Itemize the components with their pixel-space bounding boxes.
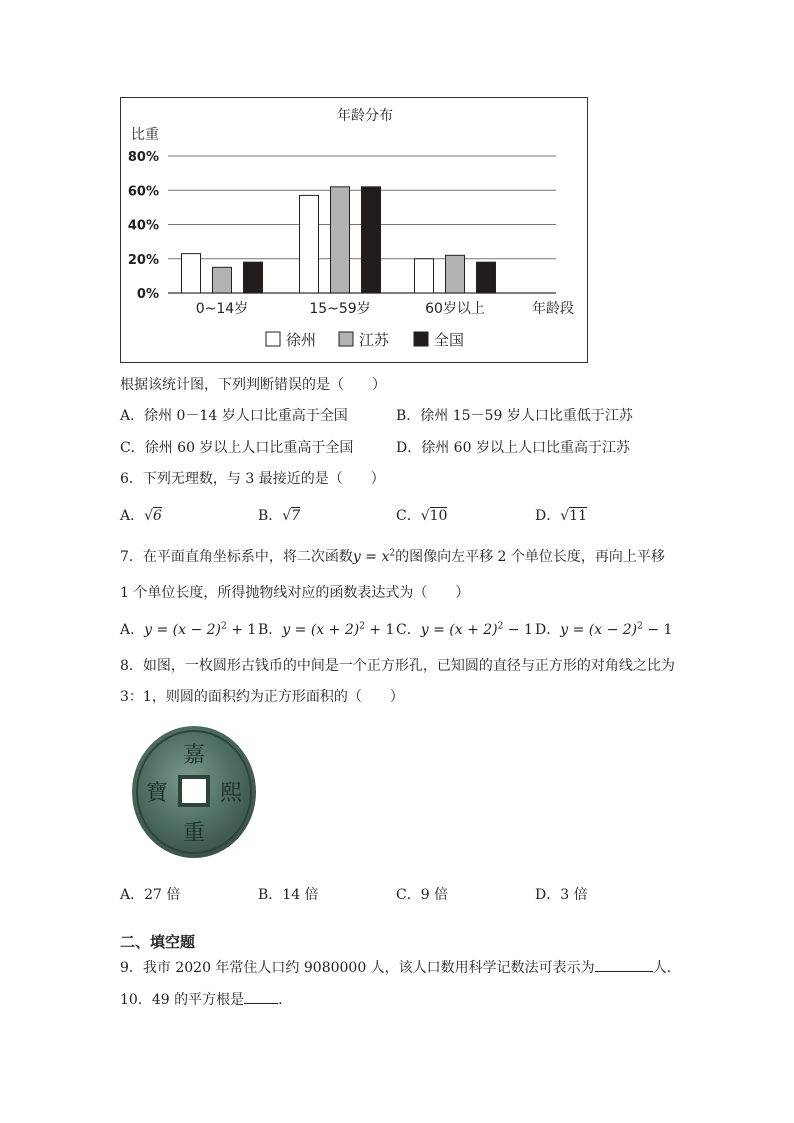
q7-line-2: 1 个单位长度，所得抛物线对应的函数表达式为（ ） xyxy=(120,585,470,601)
x-tick-label: 15~59岁 xyxy=(309,301,371,317)
q7-c-tail: − 1 xyxy=(503,622,533,638)
q6-option-a xyxy=(120,505,162,525)
q6-option-c xyxy=(396,505,447,525)
q7-option-b xyxy=(258,619,394,639)
bar xyxy=(331,187,350,293)
q7-option-c xyxy=(396,619,533,639)
q7-b-tail: + 1 xyxy=(364,622,395,638)
coin-char-right: 熙 xyxy=(219,781,243,806)
legend-swatch xyxy=(266,332,280,346)
chart-title: 年龄分布 xyxy=(337,108,393,124)
q6-b-radicand: 7 xyxy=(291,508,301,524)
q9-text: 9．我市 2020 年常住人口约 9080000 人，该人口数用科学记数法可表示为 xyxy=(120,960,595,976)
bar xyxy=(213,267,232,293)
q6-stem: 6．下列无理数，与 3 最接近的是（ ） xyxy=(120,471,385,487)
y-tick-label: 0% xyxy=(136,287,159,302)
sqrt-icon: √ xyxy=(282,508,292,524)
q7-function: y = x xyxy=(352,549,390,565)
y-tick-label: 20% xyxy=(127,252,159,268)
q8-option-c: C．9 倍 xyxy=(396,887,449,903)
bar xyxy=(477,262,496,293)
q7-option-a xyxy=(120,619,256,639)
bar-chart-svg xyxy=(121,98,587,362)
legend-label: 全国 xyxy=(434,331,465,349)
q6-a-radicand: 6 xyxy=(153,508,162,524)
q7-function-exponent: 2 xyxy=(389,548,396,559)
bar xyxy=(415,259,434,293)
y-tick-label: 40% xyxy=(127,218,159,234)
q8-option-b: B．14 倍 xyxy=(258,887,319,903)
q7-a-label: A． xyxy=(120,622,145,638)
q8-option-d: D．3 倍 xyxy=(535,887,588,903)
q9-suffix: 人． xyxy=(652,960,681,976)
q7-c-exp: 2 xyxy=(497,621,504,632)
q6-a-label: A． xyxy=(120,508,145,524)
y-tick-label: 80% xyxy=(127,150,159,165)
y-tick-label: 60% xyxy=(127,184,159,200)
bar xyxy=(446,255,465,293)
coin-char-top: 嘉 xyxy=(182,743,206,768)
bar xyxy=(300,195,319,293)
q6-d-radicand: 11 xyxy=(569,508,587,524)
sqrt-icon: √ xyxy=(144,508,154,524)
q8-line-1: 8．如图，一枚圆形古钱币的中间是一个正方形孔，已知圆的直径与正方形的对角线之比为 xyxy=(120,658,675,674)
q6-option-b xyxy=(258,505,300,525)
x-axis-label: 年龄段 xyxy=(532,301,574,317)
q8-option-a: A．27 倍 xyxy=(120,887,181,903)
q5-option-c: C．徐州 60 岁以上人口比重高于全国 xyxy=(120,440,354,456)
coin-char-left: 寶 xyxy=(145,781,169,806)
legend-swatch xyxy=(414,332,428,346)
q6-c-radicand: 10 xyxy=(429,508,448,524)
x-tick-label: 60岁以上 xyxy=(425,301,485,317)
q7-a-tail: + 1 xyxy=(226,622,257,638)
coin-square-hole xyxy=(180,777,208,805)
coin-char-bottom: 重 xyxy=(182,821,206,846)
q6-b-label: B． xyxy=(258,508,283,524)
q7-line-1 xyxy=(120,546,665,566)
q7-c-base: y = (x + 2) xyxy=(420,622,498,638)
legend-label: 江苏 xyxy=(359,331,390,349)
legend-swatch xyxy=(339,332,353,346)
q7-a-exp: 2 xyxy=(221,621,227,632)
q10 xyxy=(120,989,283,1009)
bar xyxy=(182,254,201,293)
ancient-coin-image xyxy=(130,722,262,862)
bar xyxy=(362,187,381,293)
bar xyxy=(244,262,263,293)
q5-option-d: D．徐州 60 岁以上人口比重高于江苏 xyxy=(396,440,630,456)
q6-c-label: C． xyxy=(396,508,421,524)
sqrt-icon: √ xyxy=(420,508,430,524)
q7-option-d xyxy=(535,619,672,639)
q7-b-base: y = (x + 2) xyxy=(282,622,360,638)
q7-b-label: B． xyxy=(258,622,283,638)
q7-b-exp: 2 xyxy=(359,621,365,632)
legend-label: 徐州 xyxy=(286,331,317,349)
q10-text: 10．49 的平方根是 xyxy=(120,992,245,1008)
q10-suffix: . xyxy=(278,992,283,1008)
q7-d-exp: 2 xyxy=(637,621,643,632)
q7-c-label: C． xyxy=(396,622,421,638)
q8-line-2: 3：1，则圆的面积约为正方形面积的（ ） xyxy=(120,689,404,705)
q7-line1-post: 的图像向左平移 2 个单位长度，再向上平移 xyxy=(395,549,665,565)
y-axis-label: 比重 xyxy=(131,127,159,143)
sqrt-icon: √ xyxy=(560,508,570,524)
q6-d-label: D． xyxy=(535,508,561,524)
q7-d-label: D． xyxy=(535,622,561,638)
age-distribution-chart xyxy=(120,97,588,363)
q6-option-d xyxy=(535,505,587,525)
q5-option-a: A．徐州 0－14 岁人口比重高于全国 xyxy=(120,408,348,424)
q7-line1-pre: 7．在平面直角坐标系中，将二次函数 xyxy=(120,549,353,565)
x-tick-label: 0~14岁 xyxy=(195,301,249,317)
q7-d-tail: − 1 xyxy=(642,622,673,638)
q7-a-base: y = (x − 2) xyxy=(144,622,222,638)
q9 xyxy=(120,957,681,977)
q7-d-base: y = (x − 2) xyxy=(560,622,638,638)
q5-stem: 根据该统计图，下列判断错误的是（ ） xyxy=(120,377,386,393)
q10-answer-blank[interactable] xyxy=(244,989,278,1004)
q9-answer-blank[interactable] xyxy=(595,957,653,972)
section-heading: 二、填空题 xyxy=(120,933,196,951)
q5-option-b: B．徐州 15－59 岁人口比重低于江苏 xyxy=(396,408,633,424)
